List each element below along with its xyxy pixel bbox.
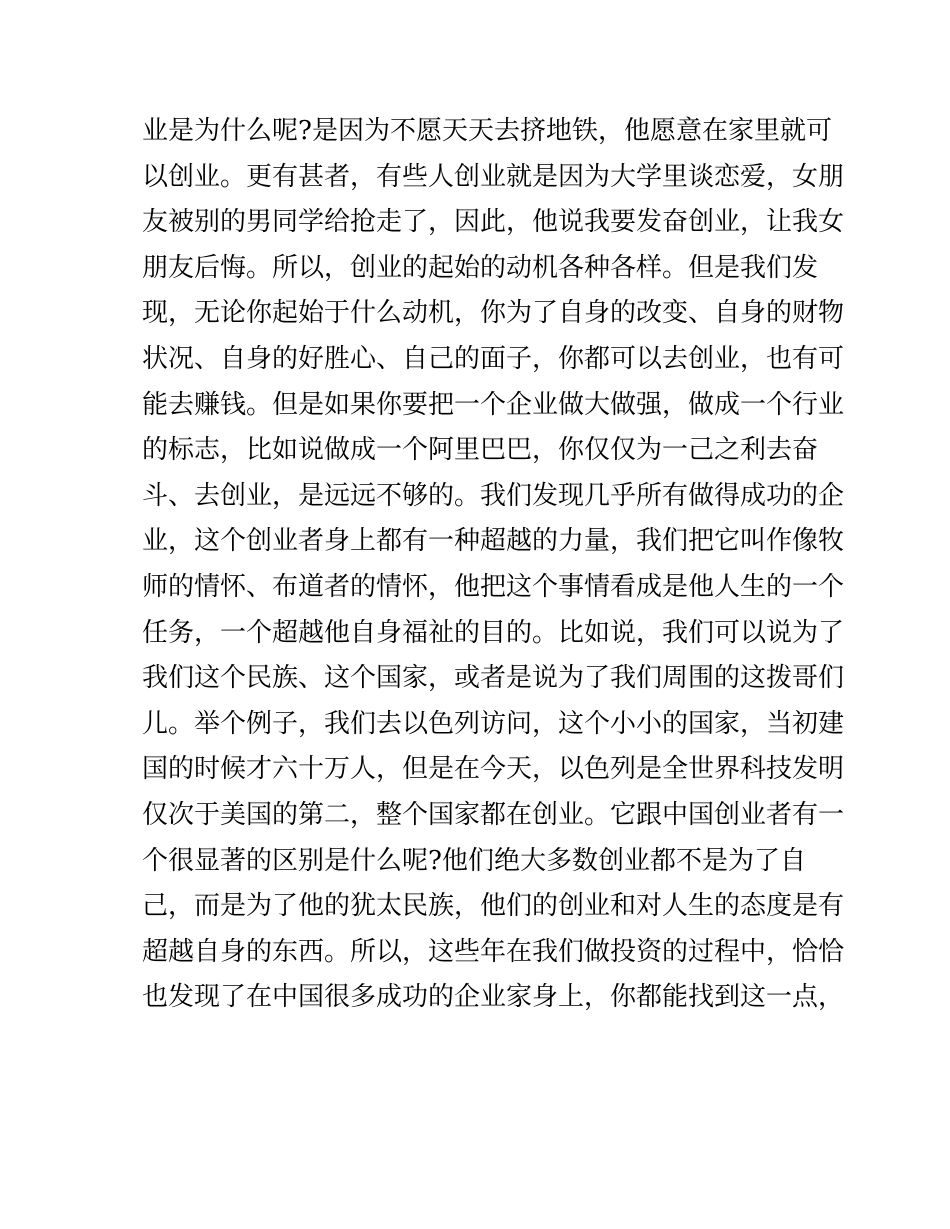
text-line: 己，而是为了他的犹太民族，他们的创业和对人生的态度是有 <box>142 891 845 922</box>
text-line: 状况、自身的好胜心、自己的面子，你都可以去创业，也有可 <box>142 343 845 374</box>
body-text <box>142 109 845 1021</box>
text-line: 仅次于美国的第二，整个国家都在创业。它跟中国创业者有一 <box>142 799 845 830</box>
text-line: 斗、去创业，是远远不够的。我们发现几乎所有做得成功的企 <box>142 480 845 511</box>
text-line: 我们这个民族、这个国家，或者是说为了我们周围的这拨哥们 <box>142 663 845 694</box>
text-line: 超越自身的东西。所以，这些年在我们做投资的过程中，恰恰 <box>142 936 845 967</box>
text-line: 的标志，比如说做成一个阿里巴巴，你仅仅为一己之利去奋 <box>142 435 819 466</box>
text-line: 友被别的男同学给抢走了，因此，他说我要发奋创业，让我女 <box>142 207 845 238</box>
text-line: 业是为什么呢?是因为不愿天天去挤地铁，他愿意在家里就可 <box>142 116 832 146</box>
text-line: 也发现了在中国很多成功的企业家身上，你都能找到这一点， <box>142 982 845 1013</box>
text-line: 任务，一个超越他自身福祉的目的。比如说，我们可以说为了 <box>142 617 845 648</box>
text-line: 朋友后悔。所以，创业的起始的动机各种各样。但是我们发 <box>142 252 819 283</box>
text-line: 个很显著的区别是什么呢?他们绝大多数创业都不是为了自 <box>142 845 806 876</box>
text-line: 国的时候才六十万人，但是在今天，以色列是全世界科技发明 <box>142 754 845 785</box>
text-line: 业，这个创业者身上都有一种超越的力量，我们把它叫作像牧 <box>142 526 845 557</box>
text-line: 以创业。更有甚者，有些人创业就是因为大学里谈恋爱，女朋 <box>142 161 845 192</box>
text-line: 现，无论你起始于什么动机，你为了自身的改变、自身的财物 <box>142 298 845 329</box>
text-line: 师的情怀、布道者的情怀，他把这个事情看成是他人生的一个 <box>142 571 845 602</box>
text-line: 儿。举个例子，我们去以色列访问，这个小小的国家，当初建 <box>142 708 845 739</box>
text-line: 能去赚钱。但是如果你要把一个企业做大做强，做成一个行业 <box>142 389 845 420</box>
